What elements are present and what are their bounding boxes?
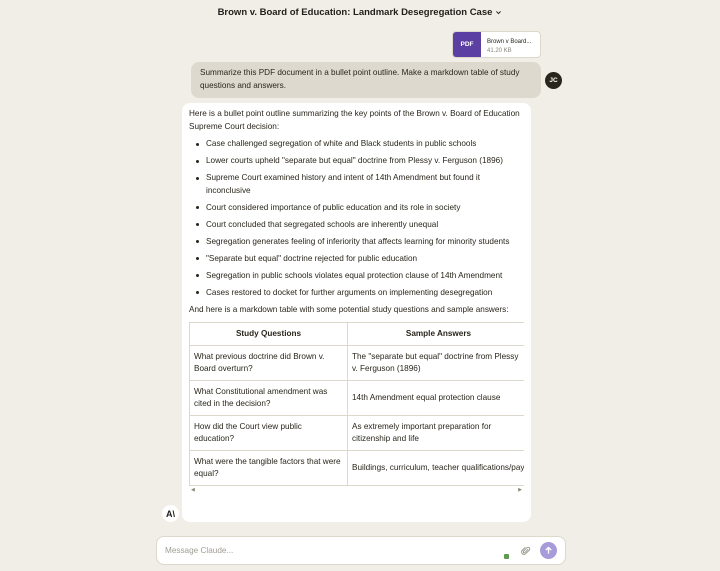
table-header-row [190,323,525,346]
bullet-item: Case challenged segregation of white and Black students in public schools [189,138,524,151]
user-message: Summarize this PDF document in a bullet point outline. Make a markdown table of study questions and answers. [191,62,541,98]
answer-cell: As extremely important preparation for citizenship and life [348,416,525,451]
bullet-item: "Separate but equal" doctrine rejected for public education [189,253,524,266]
header [0,0,720,24]
question-cell: What were the tangible factors that were equal? [190,451,348,486]
claude-logo: A\ [162,505,179,522]
bullet-item: Supreme Court examined history and intent of 14th Amendment but found it inconclusive [189,172,524,197]
file-size: 41.20 KB [487,48,512,54]
table-horizontal-scrollbar[interactable] [189,487,524,494]
assistant-outro: And here is a markdown table with some potential study questions and sample answers: [189,304,509,314]
chat-title-dropdown[interactable] [218,7,503,18]
answer-cell: The "separate but equal" doctrine from Plessy v. Ferguson (1896) [348,346,525,381]
column-header: Sample Answers [348,323,525,346]
question-cell: What previous doctrine did Brown v. Board overturn? [190,346,348,381]
attach-button[interactable] [518,543,534,559]
question-cell: What Constitutional amendment was cited in the decision? [190,381,348,416]
column-header: Study Questions [190,323,348,346]
send-button[interactable] [540,542,557,559]
assistant-intro: Here is a bullet point outline summarizing the key points of the Brown v. Board of Education Supreme Court decision: [189,109,520,131]
arrow-up-icon [544,546,553,555]
paperclip-icon [521,546,531,556]
file-info [481,32,531,57]
scroll-right-icon[interactable]: ▶ [518,487,522,494]
answer-cell: Buildings, curriculum, teacher qualifications/pay [348,451,525,486]
table-row [190,451,525,486]
bullet-item: Segregation in public schools violates equal protection clause of 14th Amendment [189,270,524,283]
file-name: Brown v Board... [487,39,532,45]
chevron-down-icon [495,9,502,16]
bullet-item: Court concluded that segregated schools are inherently unequal [189,219,524,232]
message-composer [156,536,566,565]
question-cell: How did the Court view public education? [190,416,348,451]
table-row [190,381,525,416]
assistant-message [182,103,531,522]
table-row [190,416,525,451]
bullet-item: Court considered importance of public education and its role in society [189,202,524,215]
scroll-left-icon[interactable]: ◀ [191,487,195,494]
user-avatar[interactable]: JC [545,72,562,89]
pdf-badge: PDF [453,32,481,57]
study-questions-table [189,322,524,486]
bullet-item: Segregation generates feeling of inferiority that affects learning for minority students [189,236,524,249]
pdf-attachment[interactable] [452,31,541,58]
status-indicator-icon [504,554,509,559]
table-row [190,346,525,381]
bullet-item: Lower courts upheld "separate but equal" doctrine from Plessy v. Ferguson (1896) [189,155,524,168]
study-table-container[interactable] [189,322,524,486]
summary-bullet-list [189,138,524,299]
answer-cell: 14th Amendment equal protection clause [348,381,525,416]
message-input[interactable] [165,546,518,555]
chat-title: Brown v. Board of Education: Landmark Desegregation Case [217,6,493,18]
bullet-item: Cases restored to docket for further arguments on implementing desegregation [189,287,524,300]
